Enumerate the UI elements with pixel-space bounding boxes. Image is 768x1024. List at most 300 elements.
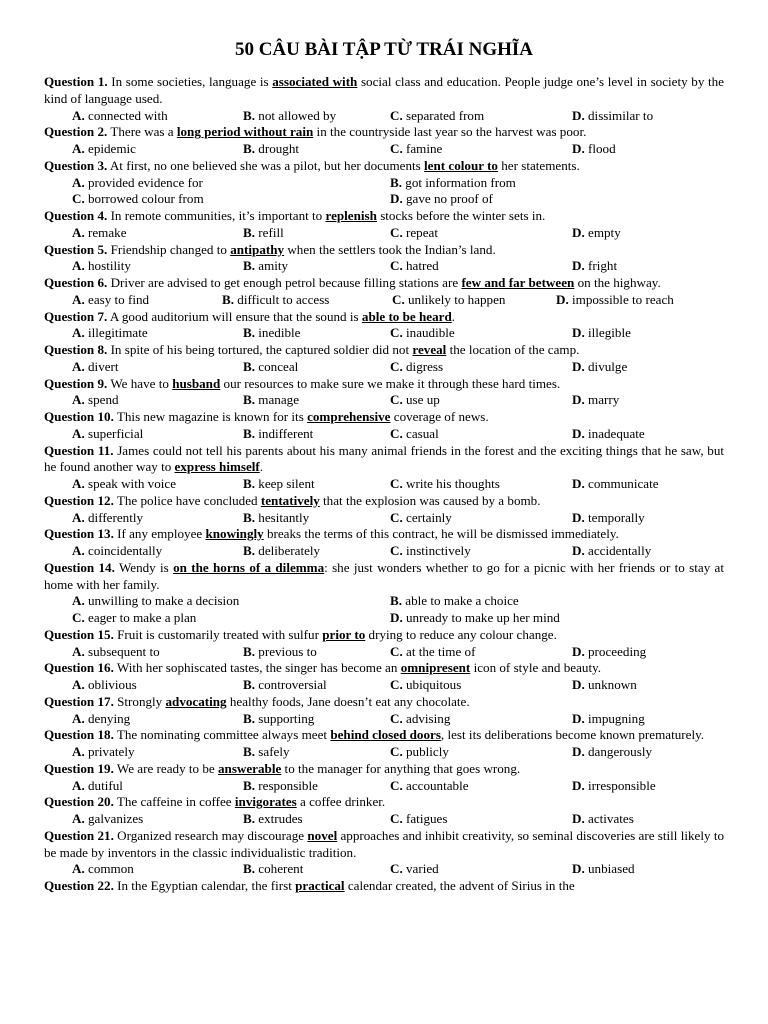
option-letter: B. xyxy=(390,174,403,190)
option-letter: C. xyxy=(390,392,403,408)
answer-option-b xyxy=(222,292,392,309)
option-letter: C. xyxy=(72,191,85,207)
answer-option-c xyxy=(390,711,572,728)
question-keyword: omnipresent xyxy=(400,660,471,676)
option-text: empty xyxy=(584,224,621,240)
option-letter: B. xyxy=(243,811,256,826)
option-letter: D. xyxy=(572,777,585,793)
option-text: activates xyxy=(584,811,634,826)
option-text: casual xyxy=(402,425,439,441)
option-text: impugning xyxy=(584,710,645,726)
answer-option-c xyxy=(390,510,572,527)
question-text-after: in the countryside last year so the harvest was poor. xyxy=(313,124,587,140)
question-text-before: We are ready to be xyxy=(113,760,218,776)
answer-option-b xyxy=(243,258,390,275)
question-text-before: Driver are advised to get enough petrol because filling stations are xyxy=(107,275,462,290)
option-text: provided evidence for xyxy=(84,174,203,190)
answer-options xyxy=(44,359,724,376)
answer-option-b xyxy=(243,141,390,158)
option-letter: D. xyxy=(572,425,585,441)
option-text: conceal xyxy=(255,358,299,374)
question-number: Question 14. xyxy=(44,559,115,575)
question-text-before: Fruit is customarily treated with sulfur xyxy=(113,626,323,642)
question-keyword: long period without rain xyxy=(176,124,314,140)
question-19 xyxy=(44,761,724,778)
question-text-after: on the highway. xyxy=(574,275,661,290)
option-letter: D. xyxy=(572,744,585,759)
option-text: separated from xyxy=(402,107,485,123)
answer-option-c xyxy=(72,610,390,627)
answer-option-b xyxy=(243,510,390,527)
answer-option-d xyxy=(572,677,722,694)
option-letter: A. xyxy=(72,710,85,726)
option-text: gave no proof of xyxy=(402,191,493,207)
question-number: Question 9. xyxy=(44,375,108,391)
option-letter: D. xyxy=(572,325,585,341)
answer-options xyxy=(44,426,724,443)
option-letter: D. xyxy=(572,643,585,659)
option-text: write his thoughts xyxy=(402,476,500,491)
option-text: fright xyxy=(584,258,618,274)
option-text: borrowed colour from xyxy=(84,191,204,207)
question-keyword: express himself xyxy=(174,459,260,475)
question-number: Question 2. xyxy=(44,124,108,140)
option-text: inadequate xyxy=(584,425,645,441)
option-text: advising xyxy=(402,710,451,726)
option-letter: B. xyxy=(243,224,256,240)
option-text: previous to xyxy=(255,643,317,659)
question-number: Question 16. xyxy=(44,660,114,676)
question-text-after: her statements. xyxy=(497,157,580,173)
option-text: remake xyxy=(84,224,127,240)
option-letter: D. xyxy=(572,224,585,240)
option-text: proceeding xyxy=(584,643,647,659)
option-text: spend xyxy=(84,392,119,408)
answer-option-d xyxy=(572,426,722,443)
option-text: illegible xyxy=(584,325,631,341)
answer-option-b xyxy=(243,225,390,242)
question-number: Question 20. xyxy=(44,794,114,810)
answer-option-c xyxy=(390,744,572,761)
option-text: common xyxy=(84,861,134,877)
option-text: unlikely to happen xyxy=(404,291,506,307)
option-text: accidentally xyxy=(584,543,652,558)
answer-option-b xyxy=(243,476,390,493)
option-letter: D. xyxy=(556,291,569,307)
answer-option-a xyxy=(72,711,243,728)
question-text-after: approaches and inhibit creativity, so seminal discoveries are still likely to be made by inventors in the classic individualistic tradition. xyxy=(44,827,725,860)
question-text-after: the location of the camp. xyxy=(446,342,580,357)
answer-option-a xyxy=(72,426,243,443)
answer-option-d xyxy=(572,258,722,275)
option-letter: D. xyxy=(572,141,585,156)
question-6 xyxy=(44,275,724,292)
option-letter: C. xyxy=(390,643,403,659)
option-text: impossible to reach xyxy=(568,291,674,307)
question-15 xyxy=(44,627,724,644)
option-letter: B. xyxy=(243,258,256,274)
option-text: easy to find xyxy=(84,291,150,307)
option-text: use up xyxy=(402,392,440,408)
answer-option-a xyxy=(72,225,243,242)
option-text: indifferent xyxy=(255,425,314,441)
question-3 xyxy=(44,158,724,175)
option-letter: A. xyxy=(72,744,85,759)
option-text: hatred xyxy=(402,258,439,274)
answer-option-c xyxy=(390,392,572,409)
option-text: illegitimate xyxy=(84,325,148,341)
option-text: flood xyxy=(584,141,616,156)
question-keyword: knowingly xyxy=(205,526,264,542)
answer-option-d xyxy=(556,292,736,309)
option-letter: D. xyxy=(572,710,585,726)
option-letter: C. xyxy=(390,777,403,793)
answer-option-b xyxy=(243,861,390,878)
answer-option-a xyxy=(72,510,243,527)
answer-option-c xyxy=(390,359,572,376)
option-text: eager to make a plan xyxy=(84,610,197,625)
answer-options xyxy=(44,677,724,694)
answer-option-d xyxy=(572,108,722,125)
answer-option-a xyxy=(72,861,243,878)
question-13 xyxy=(44,526,724,543)
option-letter: D. xyxy=(572,509,585,525)
option-letter: D. xyxy=(572,543,585,558)
option-text: safely xyxy=(255,744,290,759)
question-21 xyxy=(44,828,724,862)
option-text: unknown xyxy=(584,677,637,692)
question-text-before: At first, no one believed she was a pilot, but her documents xyxy=(107,157,425,173)
answer-option-a xyxy=(72,593,390,610)
answer-options xyxy=(44,258,724,275)
question-text-before: In some societies, language is xyxy=(107,74,273,89)
option-letter: D. xyxy=(572,358,585,374)
answer-options xyxy=(44,175,724,192)
answer-option-c xyxy=(390,325,572,342)
option-letter: C. xyxy=(390,543,403,558)
option-text: accountable xyxy=(402,777,469,793)
question-keyword: antipathy xyxy=(230,241,285,257)
answer-option-d xyxy=(572,811,722,828)
option-text: digress xyxy=(402,358,444,374)
answer-option-c xyxy=(390,426,572,443)
answer-options xyxy=(44,141,724,158)
question-text-after: calendar created, the advent of Sirius in the xyxy=(344,878,575,893)
answer-option-a xyxy=(72,644,243,661)
option-text: instinctively xyxy=(402,543,471,558)
answer-options xyxy=(44,811,724,828)
option-letter: A. xyxy=(72,291,85,307)
option-letter: C. xyxy=(390,861,403,877)
answer-option-d xyxy=(572,510,722,527)
question-4 xyxy=(44,208,724,225)
question-text-before: James could not tell his parents about his many animal friends in the forest and the exciting things that he saw, but he found another way to xyxy=(44,442,725,475)
option-letter: B. xyxy=(222,291,235,307)
question-keyword: replenish xyxy=(325,208,377,223)
question-number: Question 10. xyxy=(44,409,114,424)
question-text-before: With her sophiscated tastes, the singer has become an xyxy=(113,660,401,676)
option-text: superficial xyxy=(84,425,144,441)
answer-option-b xyxy=(243,811,390,828)
question-number: Question 12. xyxy=(44,492,114,508)
answer-option-b xyxy=(243,392,390,409)
option-text: unready to make up her mind xyxy=(402,610,560,625)
answer-option-d xyxy=(572,141,722,158)
option-letter: A. xyxy=(72,141,85,156)
option-letter: D. xyxy=(572,811,585,826)
question-text-after: . xyxy=(451,308,456,324)
option-text: coincidentally xyxy=(84,543,163,558)
option-letter: D. xyxy=(390,610,403,625)
option-text: unbiased xyxy=(584,861,635,877)
answer-option-d xyxy=(572,325,722,342)
option-text: subsequent to xyxy=(84,643,160,659)
question-keyword: comprehensive xyxy=(307,409,391,424)
option-text: oblivious xyxy=(84,677,137,692)
question-text-before: The nominating committee always meet xyxy=(113,727,331,743)
answer-option-b xyxy=(390,175,720,192)
option-letter: B. xyxy=(243,744,256,759)
answer-options xyxy=(44,292,724,309)
option-letter: D. xyxy=(572,861,585,877)
question-20 xyxy=(44,794,724,811)
answer-option-b xyxy=(243,644,390,661)
option-letter: B. xyxy=(243,476,256,491)
option-letter: A. xyxy=(72,358,85,374)
question-keyword: lent colour to xyxy=(424,157,498,173)
answer-option-a xyxy=(72,175,390,192)
answer-option-a xyxy=(72,476,243,493)
question-text-after: drying to reduce any colour change. xyxy=(365,626,557,642)
option-letter: D. xyxy=(572,476,585,491)
question-number: Question 11. xyxy=(44,442,114,458)
answer-option-b xyxy=(243,677,390,694)
option-text: famine xyxy=(402,141,443,156)
question-keyword: associated with xyxy=(272,74,358,89)
answer-option-b xyxy=(390,593,720,610)
question-9 xyxy=(44,376,724,393)
question-keyword: prior to xyxy=(322,626,366,642)
option-text: dutiful xyxy=(84,777,123,793)
option-letter: A. xyxy=(72,476,85,491)
answer-option-d xyxy=(390,191,720,208)
answer-option-b xyxy=(243,778,390,795)
question-text-before: This new magazine is known for its xyxy=(113,409,308,424)
question-text-after: . xyxy=(259,459,264,475)
answer-options xyxy=(44,593,724,610)
answer-options xyxy=(44,644,724,661)
answer-option-d xyxy=(572,225,722,242)
answer-option-a xyxy=(72,325,243,342)
answer-option-c xyxy=(390,258,572,275)
question-1 xyxy=(44,74,724,108)
answer-option-d xyxy=(572,711,722,728)
question-14 xyxy=(44,560,724,594)
answer-option-c xyxy=(390,543,572,560)
question-text-after: : she just wonders whether to go for a picnic with her friends or to stay at home with her family. xyxy=(44,559,725,592)
question-text-after: our resources to make sure we make it through these hard times. xyxy=(220,375,561,391)
option-letter: A. xyxy=(72,509,85,525)
option-text: refill xyxy=(255,224,284,240)
option-letter: A. xyxy=(72,643,85,659)
option-text: speak with voice xyxy=(84,476,177,491)
option-text: inedible xyxy=(255,325,301,341)
option-letter: A. xyxy=(72,107,85,123)
option-letter: B. xyxy=(243,107,256,123)
option-letter: A. xyxy=(72,325,85,341)
option-letter: A. xyxy=(72,392,85,408)
question-keyword: answerable xyxy=(217,760,282,776)
question-keyword: invigorates xyxy=(234,794,297,810)
option-text: got information from xyxy=(402,174,516,190)
answer-option-b xyxy=(243,426,390,443)
answer-option-d xyxy=(572,744,722,761)
option-text: certainly xyxy=(402,509,452,525)
answer-option-c xyxy=(392,292,556,309)
answer-options xyxy=(44,543,724,560)
answer-option-c xyxy=(390,108,572,125)
question-text-before: Friendship changed to xyxy=(107,241,231,257)
option-text: marry xyxy=(584,392,620,408)
option-letter: C. xyxy=(390,358,403,374)
question-number: Question 5. xyxy=(44,241,108,257)
answer-option-a xyxy=(72,258,243,275)
answer-option-d xyxy=(572,644,722,661)
option-text: communicate xyxy=(584,476,659,491)
question-number: Question 7. xyxy=(44,308,108,324)
option-letter: B. xyxy=(390,593,403,609)
answer-option-b xyxy=(243,108,390,125)
answer-option-a xyxy=(72,811,243,828)
question-keyword: tentatively xyxy=(260,492,320,508)
question-number: Question 6. xyxy=(44,275,108,290)
answer-option-b xyxy=(243,325,390,342)
option-text: varied xyxy=(402,861,439,877)
answer-option-b xyxy=(243,711,390,728)
option-letter: C. xyxy=(72,610,85,625)
option-letter: C. xyxy=(390,425,403,441)
answer-options xyxy=(44,610,724,627)
option-letter: A. xyxy=(72,593,85,609)
option-text: connected with xyxy=(84,107,168,123)
option-text: hesitantly xyxy=(255,509,310,525)
question-7 xyxy=(44,309,724,326)
question-text-after: stocks before the winter sets in. xyxy=(376,208,546,223)
answer-option-c xyxy=(390,778,572,795)
option-text: manage xyxy=(255,392,300,408)
option-text: unwilling to make a decision xyxy=(84,593,240,609)
option-text: at the time of xyxy=(402,643,476,659)
question-number: Question 8. xyxy=(44,342,108,357)
question-keyword: able to be heard xyxy=(361,308,452,324)
question-18 xyxy=(44,727,724,744)
question-text-before: In spite of his being tortured, the captured soldier did not xyxy=(107,342,413,357)
option-letter: B. xyxy=(243,141,256,156)
option-text: keep silent xyxy=(255,476,315,491)
option-letter: B. xyxy=(243,861,256,877)
option-letter: C. xyxy=(390,224,403,240)
question-number: Question 4. xyxy=(44,208,108,223)
question-keyword: few and far between xyxy=(461,275,575,290)
question-17 xyxy=(44,694,724,711)
option-letter: C. xyxy=(390,141,403,156)
option-letter: A. xyxy=(72,777,85,793)
question-text-after: social class and education. People judge one’s level in society by the kind of language used. xyxy=(44,74,724,106)
answer-option-d xyxy=(572,543,722,560)
option-text: supporting xyxy=(255,710,315,726)
answer-options xyxy=(44,711,724,728)
answer-options xyxy=(44,191,724,208)
answer-options xyxy=(44,392,724,409)
option-letter: D. xyxy=(390,191,403,207)
option-text: fatigues xyxy=(402,811,448,826)
question-keyword: reveal xyxy=(412,342,447,357)
question-number: Question 18. xyxy=(44,727,114,743)
answer-option-c xyxy=(390,811,572,828)
question-text-after: healthy foods, Jane doesn’t eat any chocolate. xyxy=(226,693,470,709)
option-text: dissimilar to xyxy=(584,107,654,123)
answer-option-a xyxy=(72,778,243,795)
option-text: not allowed by xyxy=(255,107,337,123)
answer-option-c xyxy=(390,225,572,242)
answer-options xyxy=(44,325,724,342)
option-text: galvanizes xyxy=(84,811,144,826)
answer-option-a xyxy=(72,108,243,125)
answer-option-d xyxy=(390,610,720,627)
option-text: deliberately xyxy=(255,543,321,558)
answer-option-d xyxy=(572,861,722,878)
question-keyword: practical xyxy=(295,878,345,893)
option-letter: B. xyxy=(243,358,256,374)
answer-options xyxy=(44,225,724,242)
option-letter: B. xyxy=(243,509,256,525)
option-letter: A. xyxy=(72,174,85,190)
option-text: denying xyxy=(84,710,131,726)
question-11 xyxy=(44,443,724,477)
option-text: privately xyxy=(84,744,135,759)
option-letter: A. xyxy=(72,425,85,441)
option-text: coherent xyxy=(255,861,304,877)
question-text-before: Organized research may discourage xyxy=(113,827,308,843)
question-number: Question 17. xyxy=(44,693,114,709)
answer-option-d xyxy=(572,778,722,795)
option-letter: D. xyxy=(572,107,585,123)
answer-option-c xyxy=(390,476,572,493)
option-text: amity xyxy=(255,258,289,274)
option-letter: B. xyxy=(243,543,256,558)
question-10 xyxy=(44,409,724,426)
option-letter: B. xyxy=(243,677,256,692)
answer-option-a xyxy=(72,744,243,761)
question-number: Question 15. xyxy=(44,626,114,642)
answer-option-b xyxy=(243,359,390,376)
answer-options xyxy=(44,108,724,125)
option-text: temporally xyxy=(584,509,645,525)
question-2 xyxy=(44,124,724,141)
question-8 xyxy=(44,342,724,359)
answer-option-d xyxy=(572,392,722,409)
question-keyword: husband xyxy=(172,375,221,391)
option-letter: C. xyxy=(392,291,405,307)
option-letter: D. xyxy=(572,392,585,408)
answer-options xyxy=(44,744,724,761)
answer-option-a xyxy=(72,543,243,560)
answer-option-d xyxy=(572,359,722,376)
option-letter: B. xyxy=(243,325,256,341)
question-text-after: when the settlers took the Indian’s land. xyxy=(284,241,496,257)
option-text: dangerously xyxy=(584,744,653,759)
option-letter: C. xyxy=(390,476,403,491)
